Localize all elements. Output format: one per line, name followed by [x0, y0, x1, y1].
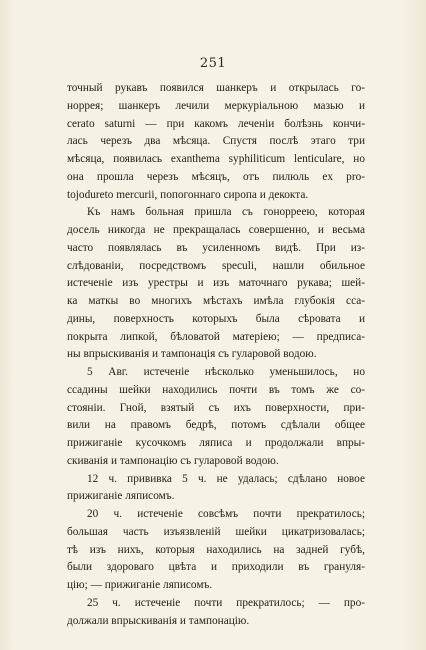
text-line: были здороваго цвѣта и приходили въ грануля- [67, 561, 365, 574]
text-line: прижиганіе кусочкомъ ляписа и продолжали впры- [67, 437, 365, 449]
text-line: 12 ч. прививка 5 ч. не удалась; сдѣлано новое [87, 472, 365, 485]
text-line: ны впрыскиванія и тампонація съ гуларовой водою. [67, 348, 317, 361]
text-line: лась черезъ два мѣсяца. Спустя послѣ этаго три [67, 135, 365, 148]
text-line: большая часть изъязвленій шейки цикатризовалась; [67, 525, 365, 538]
text-line: вили на правомъ бедрѣ, потомъ сдѣлали общее [67, 419, 365, 432]
text-line: дины, поверхность которыхъ была сѣровата и [67, 312, 365, 325]
text-line: покрыта липкой, бѣловатой матеріею; — предписа- [67, 330, 365, 343]
page-number: 251 [199, 56, 227, 71]
text-line: тѣ изъ нихъ, которыя находились на задней губѣ, [67, 543, 365, 556]
text-line: 5 Авг. истеченіе нѣсколько уменьшилось, но [87, 366, 365, 378]
text-line: истеченіе изъ урестры и изъ маточнаго рукава; шей- [67, 277, 365, 290]
text-line: цію; — прижиганіе ляписомъ. [67, 579, 213, 591]
text-line: слѣдованіи, посредствомъ speculi, нашли обильное [67, 259, 365, 272]
text-line: часто появлялась въ усиленномъ видѣ. При из- [67, 241, 365, 254]
text-line: ка маткы во многихъ мѣстахъ имѣла глубокія сса- [67, 295, 365, 307]
body-text [67, 80, 365, 630]
text-line: точный рукавъ появился шанкеръ и открылась го- [67, 82, 365, 94]
text-line: 20 ч. истеченіе совсѣмъ почти прекратилось; [87, 508, 365, 520]
text-line: она прошла черезъ мѣсяцъ, отъ пилюль ex pro- [67, 170, 365, 183]
text-line: мѣсяца, появилась exanthema syphiliticum lenticulare, но [67, 153, 365, 165]
text-line: Къ намъ больная пришла съ гонорреею, которая [87, 206, 365, 219]
text-line: стояніи. Гной, взятый съ ихъ поверхности, при- [67, 401, 365, 414]
text-line: 25 ч. истеченіе почти прекратилось; — про- [87, 596, 365, 609]
text-line: прижиганіе ляписомъ. [67, 490, 175, 503]
text-line: скиванія и тампонацію съ гуларовой водою. [67, 454, 279, 467]
text-line: ссадины шейки находились почти въ томъ же со- [67, 383, 365, 396]
text-line: норрея; шанкеръ лечили меркуріальною мазью и [67, 99, 365, 112]
text-line: tojodureto mercurii, попогоннаго сиропа и декокта. [67, 188, 309, 201]
text-line: досель никогда не прекращалась совершенно, и весьма [67, 224, 365, 236]
text-line: должали впрыскиванія и тампонацію. [67, 614, 250, 627]
text-line: cerato saturni — при какомъ леченіи болѣзнь кончи- [67, 117, 365, 130]
